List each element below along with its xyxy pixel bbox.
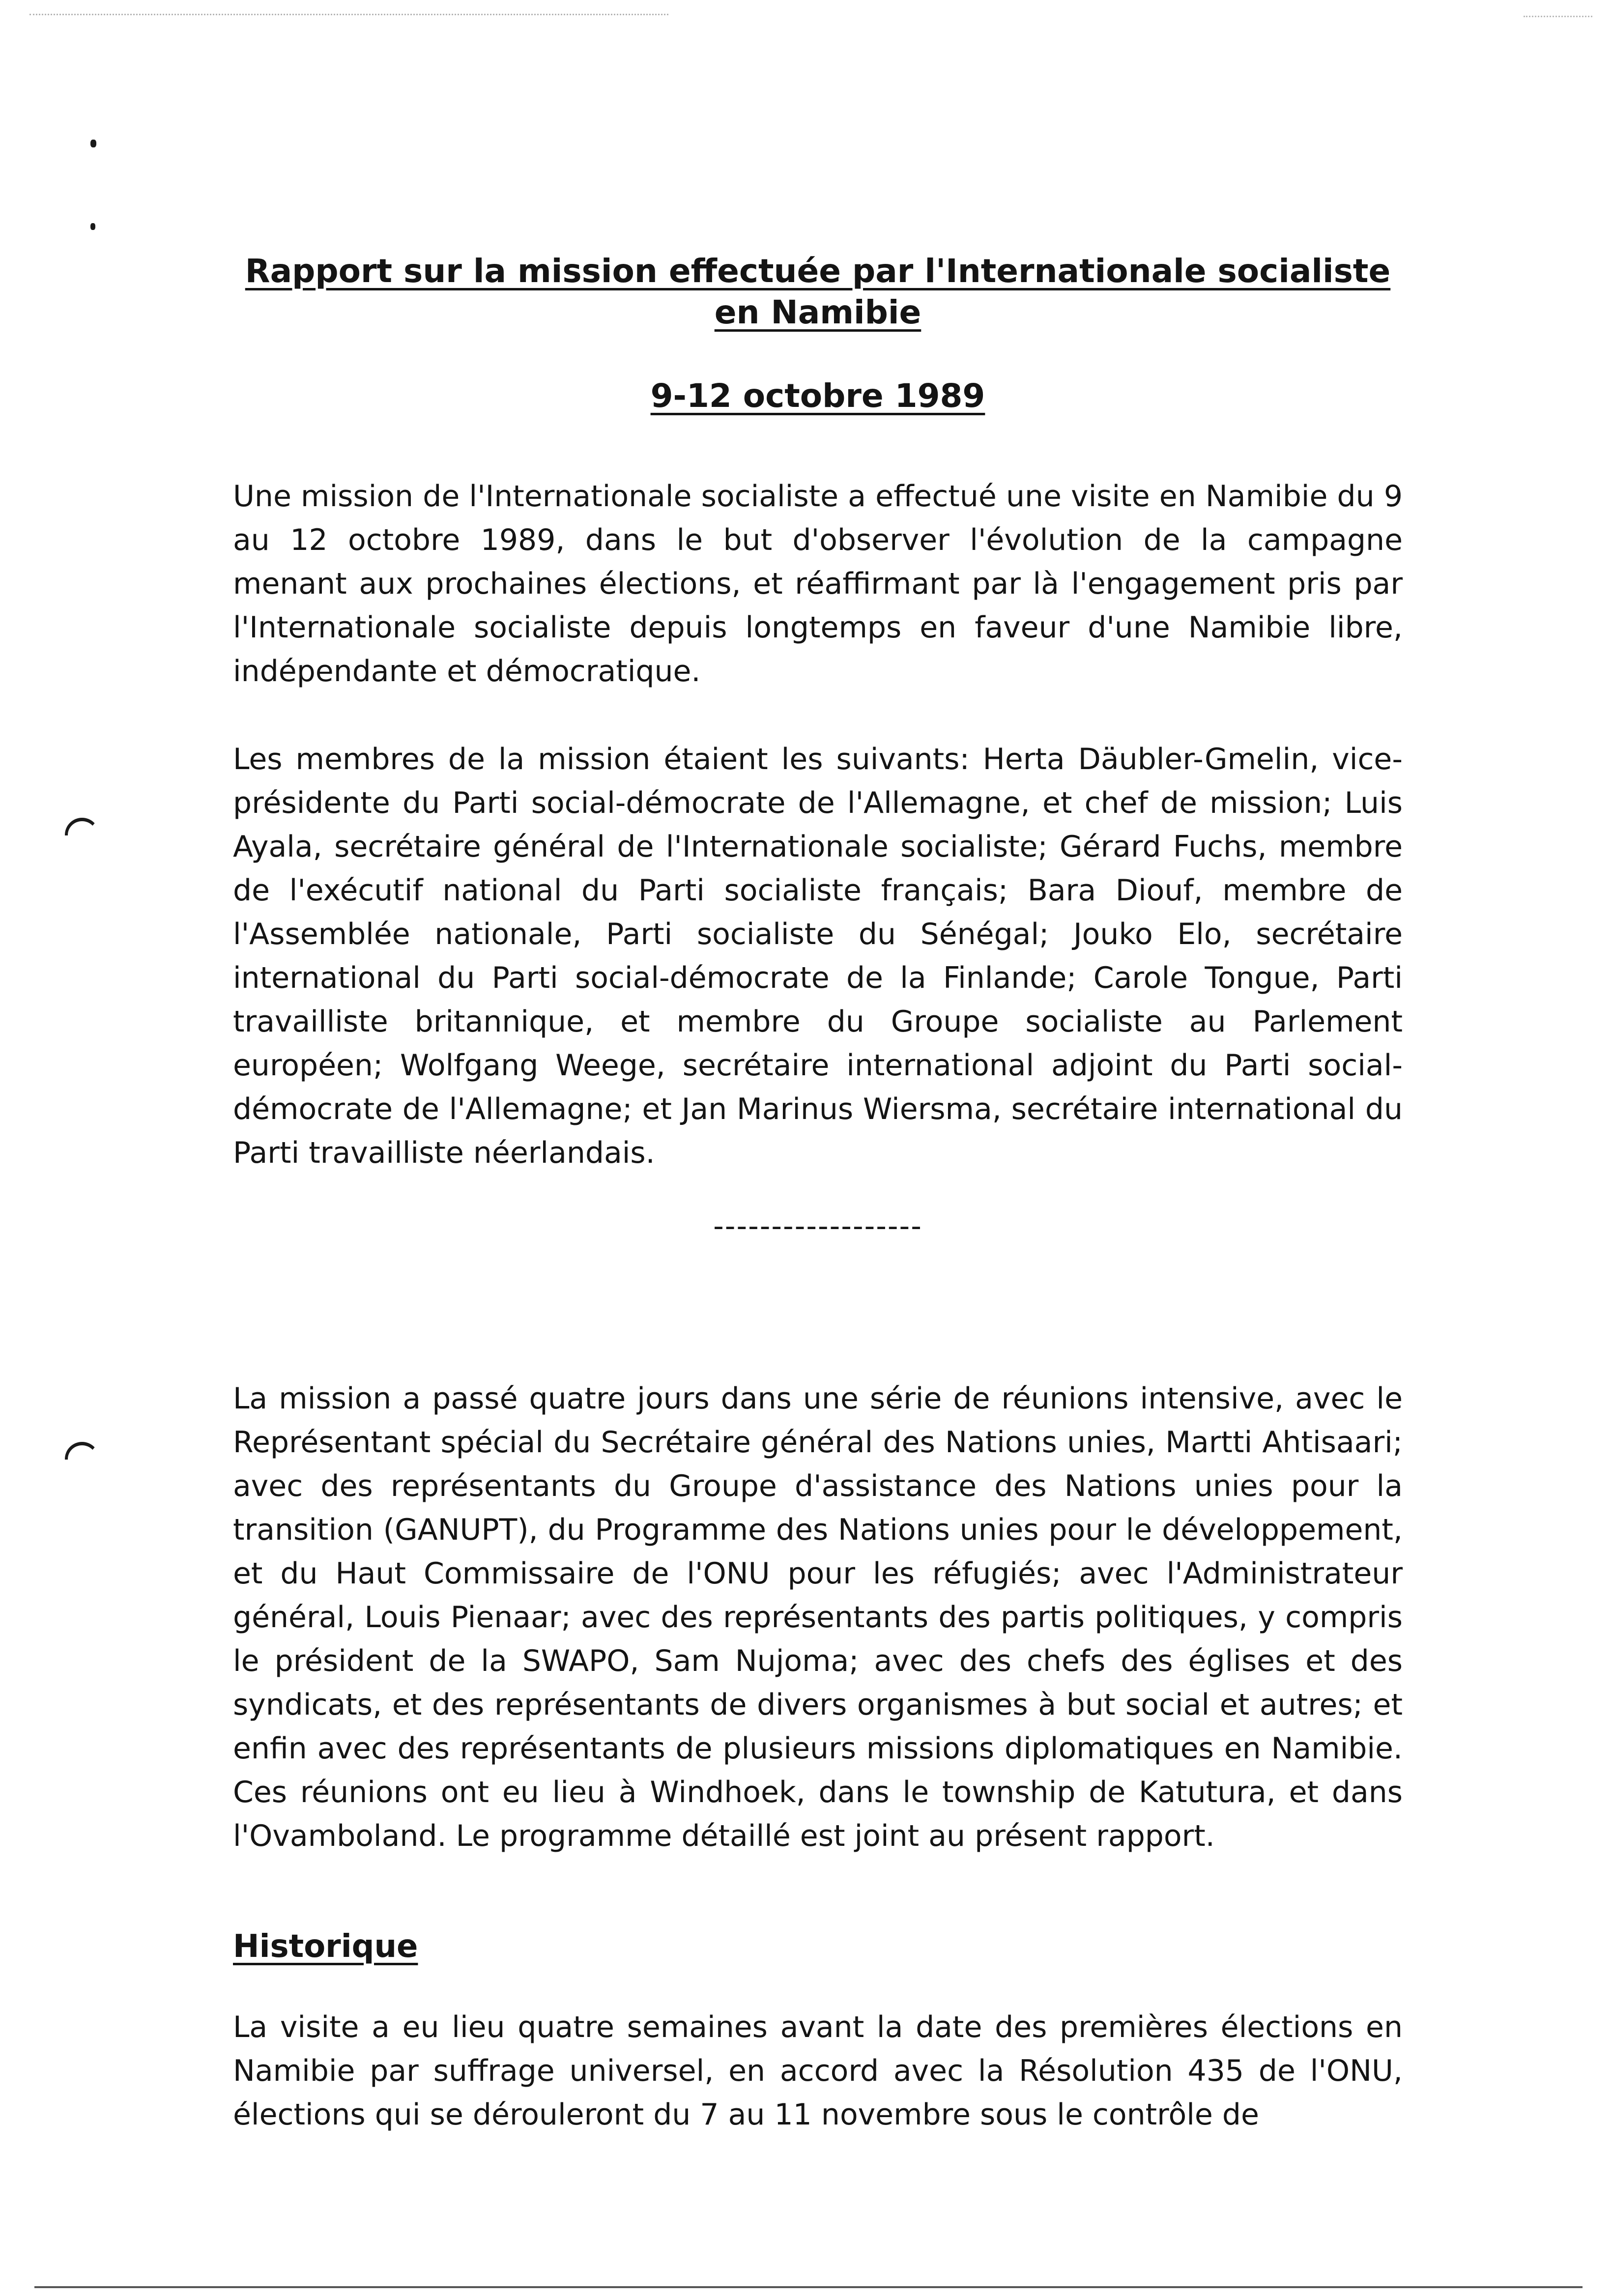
paragraph-members: Les membres de la mission étaient les suivants: Herta Däubler-Gmelin, vice-présidente du Parti social-démocrate de l'Allemagne, et chef de mission; Luis Ayala, secrétaire général de l'Internationale socialiste; Gérard Fuchs, membre de l'exécutif national du Parti socialiste français; Bara Diouf, membre de l'Assemblée nationale, Parti socialiste du Sénégal; Jouko Elo, secrétaire international du Parti social-démocrate de la Finlande; Carole Tongue, Parti travailliste britannique, et membre du Groupe socialiste au Parlement européen; Wolfgang Weege, secrétaire international adjoint du Parti social-démocrate de l'Allemagne; et Jan Marinus Wiersma, secrétaire international du Parti travailliste néerlandais. [233, 742, 1403, 1170]
scan-speck [90, 223, 95, 230]
paragraph-meetings: La mission a passé quatre jours dans une série de réunions intensive, avec le Représentant spécial du Secrétaire général des Nations unies, Martti Ahtisaari; avec des représentants du Groupe d'assistance des Nations unies pour la transition (GANUPT), du Programme des Nations unies pour le développement, et du Haut Commissaire de l'ONU pour les réfugiés; avec l'Administrateur général, Louis Pienaar; avec des représentants des partis politiques, y compris le président de la SWAPO, Sam Nujoma; avec des chefs des églises et des syndicats, et des représentants de divers organismes à but social et autres; et enfin avec des représentants de plusieurs missions diplomatiques en Namibie. Ces réunions ont eu lieu à Windhoek, dans le township de Katutura, et dans l'Ovamboland. Le programme détaillé est joint au présent rapport. [233, 1381, 1403, 1853]
scan-speck [90, 140, 96, 147]
divider-line: ------------------ [713, 1209, 922, 1243]
hole-punch-mark [65, 1442, 99, 1460]
page-bottom-edge [34, 2286, 1583, 2288]
document-title: Rapport sur la mission effectuée par l'Internationale socialiste en Namibie [245, 252, 1391, 331]
paragraph-intro: Une mission de l'Internationale socialiste a effectué une visite en Namibie du 9 au 12 octobre 1989, dans le but d'observer l'évolution de la campagne menant aux prochaines élections, et réaffirmant par là l'engagement pris par l'Internationale socialiste depuis longtemps en faveur d'une Namibie libre, indépendante et démocratique. [233, 479, 1403, 689]
hole-punch-mark [65, 818, 99, 835]
document-date: 9-12 octobre 1989 [650, 377, 985, 415]
scan-artifact-top [29, 14, 668, 20]
scan-artifact-top-right [1524, 16, 1592, 20]
document-body [233, 251, 1403, 2137]
paragraph-historique: La visite a eu lieu quatre semaines avant la date des premières élections en Namibie par suffrage universel, en accord avec la Résolution 435 de l'ONU, élections qui se dérouleront du 7 au 11 novembre sous le contrôle de [233, 2010, 1403, 2132]
section-heading: Historique [233, 1928, 418, 1965]
